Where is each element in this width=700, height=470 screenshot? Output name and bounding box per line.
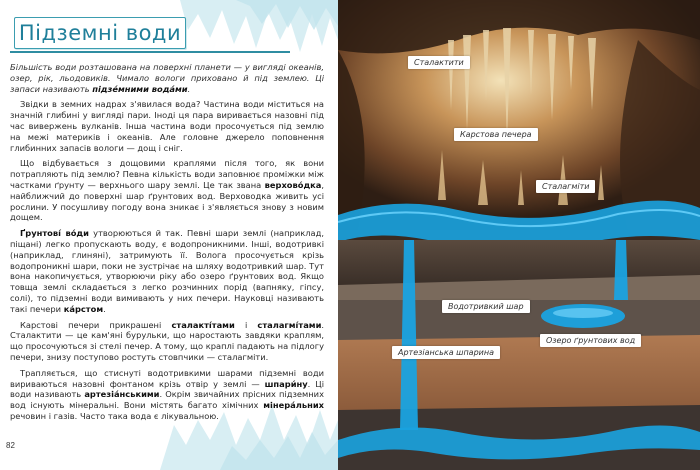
paragraph-4-text-a: Карстові печери прикрашені xyxy=(20,319,162,330)
cave-cross-section xyxy=(338,0,700,470)
term-underground-water: підзе́мними вода́ми xyxy=(92,83,188,94)
label-stalagmites: Сталагміти xyxy=(536,180,595,193)
paragraph-3: Ґрунтові́ во́ди утворюються й так. Певні шари землі (наприклад, піщані) легко пропускають воду, є водопроникними. Інші, водотривкі (наприклад, глиняні), затримують її. Волога просочується крізь водопроникні шари, поки не зустрічає на шляху водотривкий шар. Тут вона накопичується, утворюючи ріку або озеро ґрунтових вод. Якщо товща землі складається з легко розчинних порід (вапняку, гіпсу, солі), то підземні води вимивають у них печери. Науковці називають такі печери ка́рстом. xyxy=(10,228,324,314)
paragraph-5-text-d: речовин і газів. Часто така вода є лікувальною. xyxy=(10,410,219,421)
intro-paragraph: Більшість води розташована на поверхні планети — у вигляді океанів, озер, рік, льодовиків. Чимало вологи приховано й під землею. Ці запаси називають підзе́мними вода́ми. xyxy=(10,62,324,94)
paragraph-4-and: і xyxy=(244,319,248,330)
paragraph-2-text-a: Що відбувається з дощовими краплями після того, як вони потрапляють під землю? Певна кількість води заповнює проміжки між частками ґрунту — верхнього шару землі. Це так звана xyxy=(10,158,324,190)
label-karst-cave: Карстова печера xyxy=(454,128,538,141)
body-text xyxy=(10,62,324,427)
term-karst: ка́рстом xyxy=(63,303,104,314)
paragraph-5-text-c: . Окрім звичайних прісних підземних вод існують мінеральні. Вони містять багато хімічних xyxy=(10,389,324,411)
paragraph-3-text: утворюються й так. Певні шари землі (наприклад, піщані) легко пропускають воду, є водопроникними. Інші, водотривкі (наприклад, глиняні), затримують її. Волога просочується крізь водопроникні шари, поки не зустрічає на шляху водотривкий шар. Тут вона накопичується, утворюючи ріку або озеро ґрунтових вод. Якщо товща землі складається з легко розчинних порід (вапняку, гіпсу, солі), то підземні води вимивають у них печери. Науковці називають такі печери xyxy=(10,228,324,314)
paragraph-5-text-a: Трапляється, що стиснуті водотривкими шарами підземні води вириваються назовні фонтаном крізь отвір у землі — xyxy=(10,367,324,389)
term-perched-water: верхово́дка xyxy=(264,179,322,190)
term-artesian: артезіа́нськими xyxy=(84,389,160,400)
title-underline xyxy=(10,51,290,53)
label-aquitard: Водотривкий шар xyxy=(442,300,530,313)
paragraph-5-text-b: . Ці води називають xyxy=(10,378,325,400)
title-box xyxy=(14,17,186,49)
paragraph-5 xyxy=(10,368,324,422)
paragraph-2-text-b: , найближчий до поверхні шар ґрунтових вод. Верховодка живить усі рослини. У посушливу погоду вона зникає і з'являється знову з новим дощем. xyxy=(10,179,325,223)
left-page xyxy=(0,0,338,470)
page-number: 82 xyxy=(6,441,15,450)
cave-illustration xyxy=(338,0,700,470)
term-stalagmites: сталагмі́тами xyxy=(257,319,322,330)
label-artesian-well: Артезіанська шпарина xyxy=(392,346,500,359)
paragraph-1 xyxy=(10,99,324,153)
groundwater-lake-highlight xyxy=(553,308,613,318)
water-column-right xyxy=(614,240,628,300)
paragraph-2 xyxy=(10,158,324,223)
paragraph-1-text: Звідки в земних надрах з'явилася вода? Частина води міститься на значній глибині у вигляді пари. Іноді ця пара виривається назовні під час вивержень вулканів. Інша частина води просочується під землю на межі материків і океанів. Але головне джерело поповнення глибинних запасів вологи — дощ і сніг. xyxy=(10,99,324,153)
term-groundwater: Ґрунтові́ во́ди xyxy=(20,228,89,239)
term-stalactites: сталакті́тами xyxy=(171,319,235,330)
term-mineral: мінера́льних xyxy=(263,400,324,411)
label-stalactites: Сталактити xyxy=(408,56,470,69)
paragraph-4 xyxy=(10,320,324,363)
page-title: Підземні води xyxy=(18,21,182,45)
intro-text: Більшість води розташована на поверхні планети — у вигляді океанів, озер, рік, льодовиків. Чимало вологи приховано й під землею. Ці запаси називають xyxy=(10,62,324,94)
term-well: шпари́ну xyxy=(264,378,308,389)
paragraph-4-text-b: . Сталактити — це кам'яні бурульки, що наростають завдяки краплям, що просочуються зі стелі печер. А тому, що краплі падають на підлогу печери, знизу поступово ростуть стовпчики — сталагміти. xyxy=(10,319,325,362)
label-groundwater-lake: Озеро ґрунтових вод xyxy=(540,334,641,347)
